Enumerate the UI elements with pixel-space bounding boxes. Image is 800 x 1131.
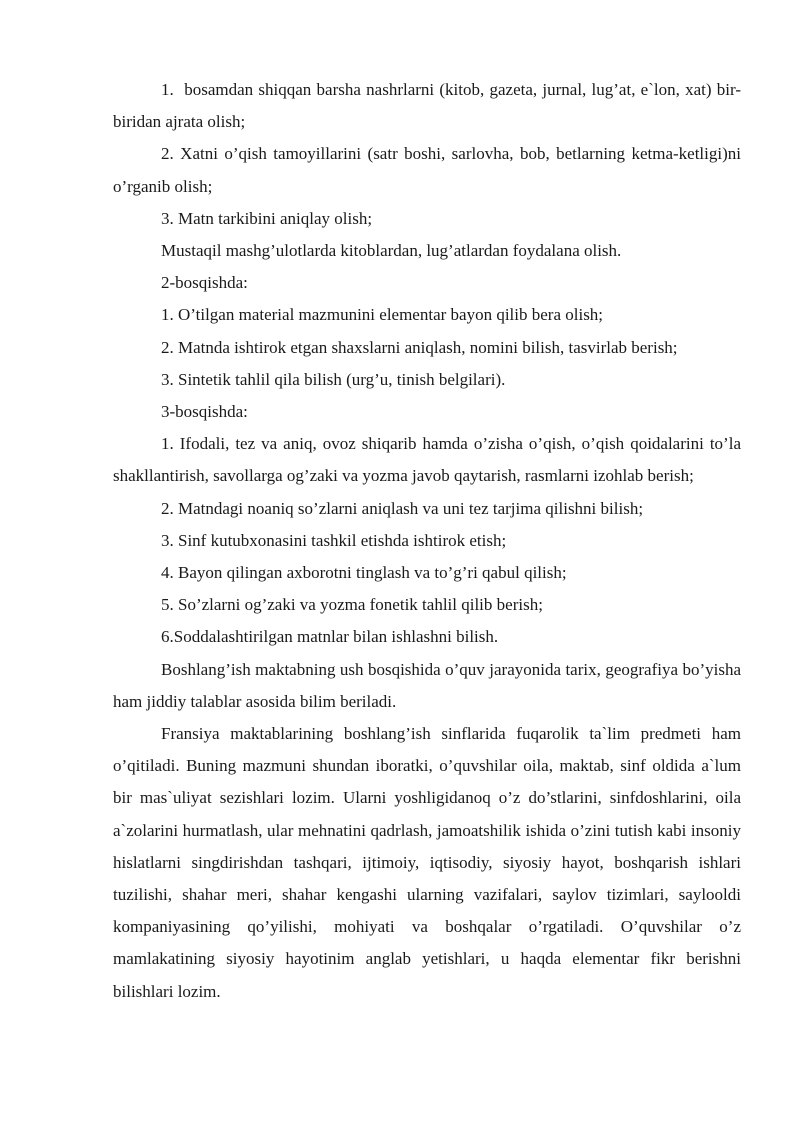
paragraph-stage3-item6: 6.Soddalashtirilgan matnlar bilan ishlashni bilish. bbox=[161, 627, 499, 647]
paragraph-stage1-item1: 1. bosamdan shiqqan barsha nashrlarni (kitob, gazeta, jurnal, lug’at, e`lon, xat) bir-biridan ajrata olish; bbox=[113, 80, 741, 132]
paragraph-stage1-item2: 2. Xatni o’qish tamoyillarini (satr boshi, sarlovha, bob, betlarning ketma-ketligi)ni o’rganib olish; bbox=[113, 144, 741, 196]
document-text-body bbox=[113, 74, 741, 1008]
paragraph-stage3-item1: 1. Ifodali, tez va aniq, ovoz shiqarib hamda o’zisha o’qish, o’qish qoidalarini to’la shakllantirish, savollarga og’zaki va yozma javob qaytarish, rasmlarni izohlab berish; bbox=[113, 434, 741, 486]
paragraph-stage2-item1: 1. O’tilgan material mazmunini elementar bayon qilib bera olish; bbox=[161, 305, 604, 325]
paragraph-stage1-item4: Mustaqil mashg’ulotlarda kitoblardan, lug’atlardan foydalana olish. bbox=[161, 241, 622, 261]
paragraph-stage3-item2: 2. Matndagi noaniq so’zlarni aniqlash va uni tez tarjima qilishni bilish; bbox=[161, 498, 644, 518]
paragraph-stage2-item2: 2. Matnda ishtirok etgan shaxslarni aniqlash, nomini bilish, tasvirlab berish; bbox=[161, 337, 678, 357]
heading-stage3: 3-bosqishda: bbox=[161, 402, 248, 422]
heading-stage2: 2-bosqishda: bbox=[161, 273, 248, 293]
paragraph-stage1-item3: 3. Matn tarkibini aniqlay olish; bbox=[161, 208, 373, 228]
paragraph-stage3-item3: 3. Sinf kutubxonasini tashkil etishda ishtirok etish; bbox=[161, 530, 507, 550]
paragraph-stage3-item5: 5. So’zlarni og’zaki va yozma fonetik tahlil qilib berish; bbox=[161, 595, 543, 615]
paragraph-stage3-item4: 4. Bayon qilingan axborotni tinglash va to’g’ri qabul qilish; bbox=[161, 563, 567, 583]
paragraph-france-civics: Fransiya maktablarining boshlang’ish sinflarida fuqarolik ta`lim predmeti ham o’qitiladi. Buning mazmuni shundan iboratki, o’quvshilar oila, maktab, sinf oldida a`lum bir mas`uliyat sezishlari lozim. Ularni yoshligidanoq o’z do’stlarini, sinfdoshlarini, oila a`zolarini hurmatlash, ular mehnatini qadrlash, jamoatshilik ishida o’zini tutish kabi insoniy hislatlarni singdirishdan tashqari, ijtimoiy, iqtisodiy, siyosiy hayot, boshqarish ishlari tuzilishi, shahar meri, shahar kengashi ularning vazifalari, saylov tizimlari, saylooldi kompaniyasining qo’yilishi, mohiyati va boshqalar o’rgatiladi. O’quvshilar o’z mamlakatining siyosiy hayotinim anglab yetishlari, u haqda elementar fikr berishni bilishlari lozim. bbox=[113, 724, 741, 1001]
paragraph-stage2-item3: 3. Sintetik tahlil qila bilish (urg’u, tinish belgilari). bbox=[161, 369, 506, 389]
paragraph-primary-school: Boshlang’ish maktabning ush bosqishida o’quv jarayonida tarix, geografiya bo’yisha ham jiddiy talablar asosida bilim beriladi. bbox=[113, 659, 741, 711]
